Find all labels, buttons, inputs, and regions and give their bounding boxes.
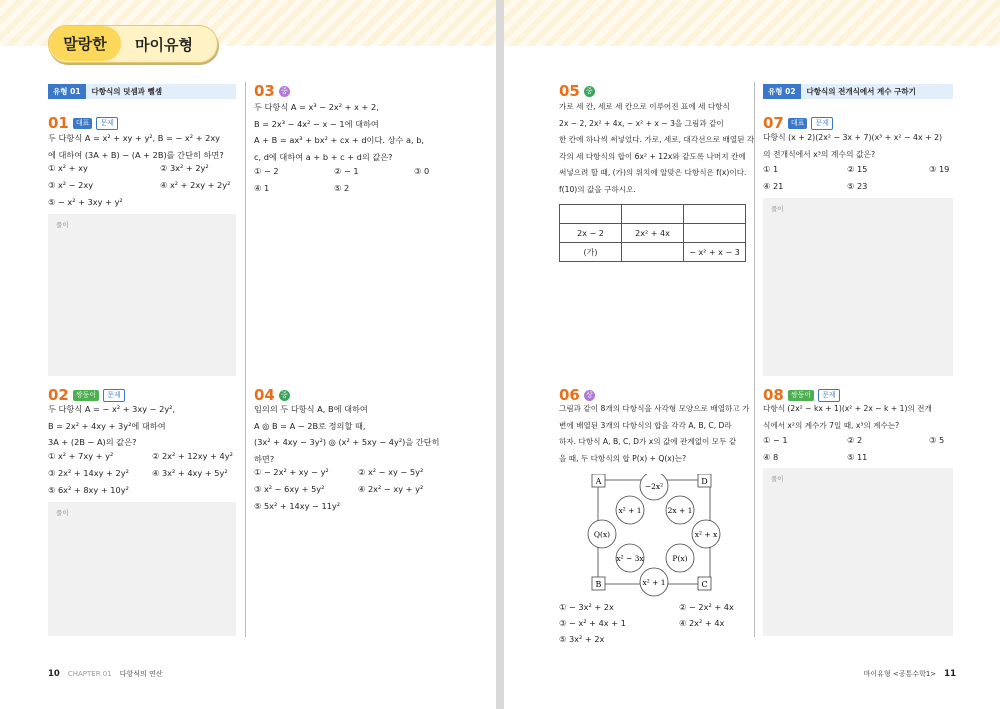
brand-label: 말랑한 [49, 26, 121, 61]
question-03-options [254, 166, 444, 200]
badge-twin: 쌍둥이 [788, 390, 814, 401]
option[interactable]: ③ 0 [414, 166, 430, 176]
svg-text:x² − 3x: x² − 3x [616, 554, 644, 563]
svg-text:Q(x): Q(x) [593, 530, 611, 539]
question-08-text: 다항식 (2x² − kx + 1)(x² + 2x − k + 1)의 전개 식에서 x²의 계수가 7일 때, x³의 계수는? [763, 404, 932, 430]
svg-text:2x + 1: 2x + 1 [667, 506, 693, 515]
option[interactable]: ① − 1 [763, 435, 788, 445]
question-03-text: 두 다항식 A = x³ − 2x² + x + 2, B = 2x³ − 4x² − x − 1에 대하여 A + B = ax³ + bx² + cx + d이다. 상수 a, b, c, d에 대하여 a + b + c + d의 값은? [254, 102, 425, 162]
question-06-options [559, 602, 749, 652]
question-04-text: 임의의 두 다항식 A, B에 대하여 A ◎ B = A − 2B로 정의할 때, (3x² + 4xy − 3y²) ◎ (x² + 5xy − 4y²)을 간단히 하면? [254, 404, 440, 464]
left-footer [48, 669, 163, 679]
question-number: 05 [559, 82, 580, 100]
badge-twin: 쌍둥이 [73, 390, 99, 401]
option[interactable]: ② 15 [847, 164, 868, 174]
svg-text:C: C [701, 580, 708, 589]
difficulty-badge: 중 [279, 390, 290, 401]
svg-text:D: D [701, 477, 708, 486]
option[interactable]: ① x² + 7xy + y² [48, 451, 114, 461]
question-07-options [763, 164, 953, 198]
question-number: 03 [254, 82, 275, 100]
question-number: 08 [763, 386, 784, 404]
badge-representative: 대표 [788, 118, 808, 129]
left-page [0, 0, 496, 709]
option[interactable]: ③ x² − 2xy [48, 180, 94, 190]
solution-label: 풀이 [56, 221, 69, 229]
option[interactable]: ① − 2 [254, 166, 279, 176]
option[interactable]: ③ 5 [929, 435, 945, 445]
solution-area[interactable] [763, 468, 953, 636]
type-bar [48, 84, 236, 99]
difficulty-badge: 중 [584, 86, 595, 97]
type-tag: 유형 02 [763, 84, 801, 99]
badge-representative: 대표 [73, 118, 93, 129]
type-title: 다항식의 덧셈과 뺄셈 [91, 87, 162, 96]
difficulty-badge: 중 [279, 86, 290, 97]
right-page [504, 0, 1000, 709]
page-number: 11 [944, 669, 956, 679]
section-label: 다항식의 연산 [119, 670, 163, 678]
option[interactable]: ⑤ 6x² + 8xy + 10y² [48, 485, 129, 495]
option[interactable]: ② 2x² + 12xy + 4y² [152, 451, 233, 461]
option[interactable]: ④ 8 [763, 452, 779, 462]
question-01-options [48, 163, 238, 213]
question-06-text: 그림과 같이 8개의 다항식을 사각형 모양으로 배열하고 가 변에 배열된 3개의 다항식의 합을 각각 A, B, C, D라 하자. 다항식 A, B, C, D가 x의 값에 관계없이 모두 같 을 때, 두 다항식의 합 P(x) + Q(x)는? [559, 404, 750, 463]
right-footer [864, 669, 956, 679]
solution-area[interactable] [763, 198, 953, 376]
option[interactable]: ③ 2x² + 14xy + 2y² [48, 468, 129, 478]
option[interactable]: ⑤ − x² + 3xy + y² [48, 197, 123, 207]
option[interactable]: ⑤ 3x² + 2x [559, 634, 605, 644]
option[interactable]: ② 3x² + 2y² [160, 163, 209, 173]
type-tag: 유형 01 [48, 84, 86, 99]
question-number: 07 [763, 114, 784, 132]
column-divider [245, 82, 246, 637]
option[interactable]: ② − 2x² + 4x [679, 602, 734, 612]
option[interactable]: ② 2 [847, 435, 863, 445]
question-04-options [254, 467, 454, 517]
question-07-text: 다항식 (x + 2)(2x² − 3x + 7)(x³ + x² − 4x + 2) 의 전개식에서 x³의 계수의 값은? [763, 133, 943, 159]
option[interactable]: ③ 19 [929, 164, 950, 174]
option[interactable]: ④ 2x² − xy + y² [358, 484, 424, 494]
chapter-title-pill [48, 25, 218, 63]
question-02-text: 두 다항식 A = − x² + 3xy − 2y², B = 2x² + 4xy + 3y²에 대하여 3A + (2B − A)의 값은? [48, 404, 176, 447]
solution-label: 풀이 [771, 475, 784, 483]
option[interactable]: ④ 1 [254, 183, 270, 193]
question-number: 01 [48, 114, 69, 132]
svg-text:x² + x: x² + x [694, 530, 718, 539]
solution-label: 풀이 [56, 509, 69, 517]
svg-text:x² + 1: x² + 1 [642, 578, 666, 587]
option[interactable]: ① − 3x² + 2x [559, 602, 614, 612]
option[interactable]: ③ x² − 6xy + 5y² [254, 484, 325, 494]
magic-square-table: 2x − 2 2x² + 4x (가) − x² + x − 3 [559, 204, 746, 262]
option[interactable]: ⑤ 2 [334, 183, 350, 193]
option[interactable]: ⑤ 5x² + 14xy − 11y² [254, 501, 341, 511]
option[interactable]: ④ 21 [763, 181, 784, 191]
svg-text:−2x²: −2x² [644, 482, 664, 491]
badge-problem: 문제 [811, 117, 833, 130]
svg-text:B: B [595, 580, 602, 589]
option[interactable]: ④ 2x² + 4x [679, 618, 725, 628]
polynomial-square-diagram [584, 474, 724, 598]
option[interactable]: ① 1 [763, 164, 779, 174]
solution-label: 풀이 [771, 205, 784, 213]
chapter-label: CHAPTER 01 [67, 670, 112, 678]
option[interactable]: ④ x² + 2xy + 2y² [160, 180, 231, 190]
question-number: 02 [48, 386, 69, 404]
question-number: 06 [559, 386, 580, 404]
svg-text:P(x): P(x) [672, 554, 688, 563]
question-03-header [254, 82, 290, 100]
svg-text:A: A [595, 477, 602, 486]
badge-problem: 문제 [96, 117, 118, 130]
question-01-text: 두 다항식 A = x² + xy + y², B = − x² + 2xy 에 대하여 (3A + B) − (A + 2B)를 간단히 하면? [48, 133, 224, 160]
badge-problem: 문제 [103, 389, 125, 402]
option[interactable]: ④ 3x² + 4xy + 5y² [152, 468, 228, 478]
option[interactable]: ② − 1 [334, 166, 359, 176]
type-title: 다항식의 전개식에서 계수 구하기 [806, 87, 916, 96]
option[interactable]: ⑤ 23 [847, 181, 868, 191]
option[interactable]: ① − 2x² + xy − y² [254, 467, 329, 477]
type-bar [763, 84, 953, 99]
svg-text:x² + 1: x² + 1 [618, 506, 642, 515]
question-05-text: 가로 세 칸, 세로 세 칸으로 이루어진 표에 세 다항식 2x − 2, 2x² + 4x, − x² + x − 3을 그림과 같이 한 칸에 하나씩 써넣었다. 가로, 세로, 대각선으로 배열된 각 각의 세 다항식의 합이 6x² + 12x와 같도록 나머지 칸에 써넣으려 할 때, (가)의 위치에 알맞은 다항식은 f(x)이다. f(10)의 값을 구하시오. [559, 102, 755, 194]
question-05-header [559, 82, 595, 100]
question-02-options [48, 451, 238, 501]
solution-area[interactable] [48, 502, 236, 636]
option[interactable]: ⑤ 11 [847, 452, 868, 462]
question-08-options [763, 435, 953, 469]
solution-area[interactable] [48, 214, 236, 376]
header-stripe [504, 0, 1000, 46]
option[interactable]: ② x² − xy − 5y² [358, 467, 424, 477]
option[interactable]: ③ − x² + 4x + 1 [559, 618, 626, 628]
question-number: 04 [254, 386, 275, 404]
badge-problem: 문제 [818, 389, 840, 402]
page-number: 10 [48, 669, 60, 679]
option[interactable]: ① x² + xy [48, 163, 88, 173]
page-title: 마이유형 [135, 36, 193, 54]
book-title: 마이유형 <공통수학1> [863, 670, 937, 678]
difficulty-badge: 상 [584, 390, 595, 401]
